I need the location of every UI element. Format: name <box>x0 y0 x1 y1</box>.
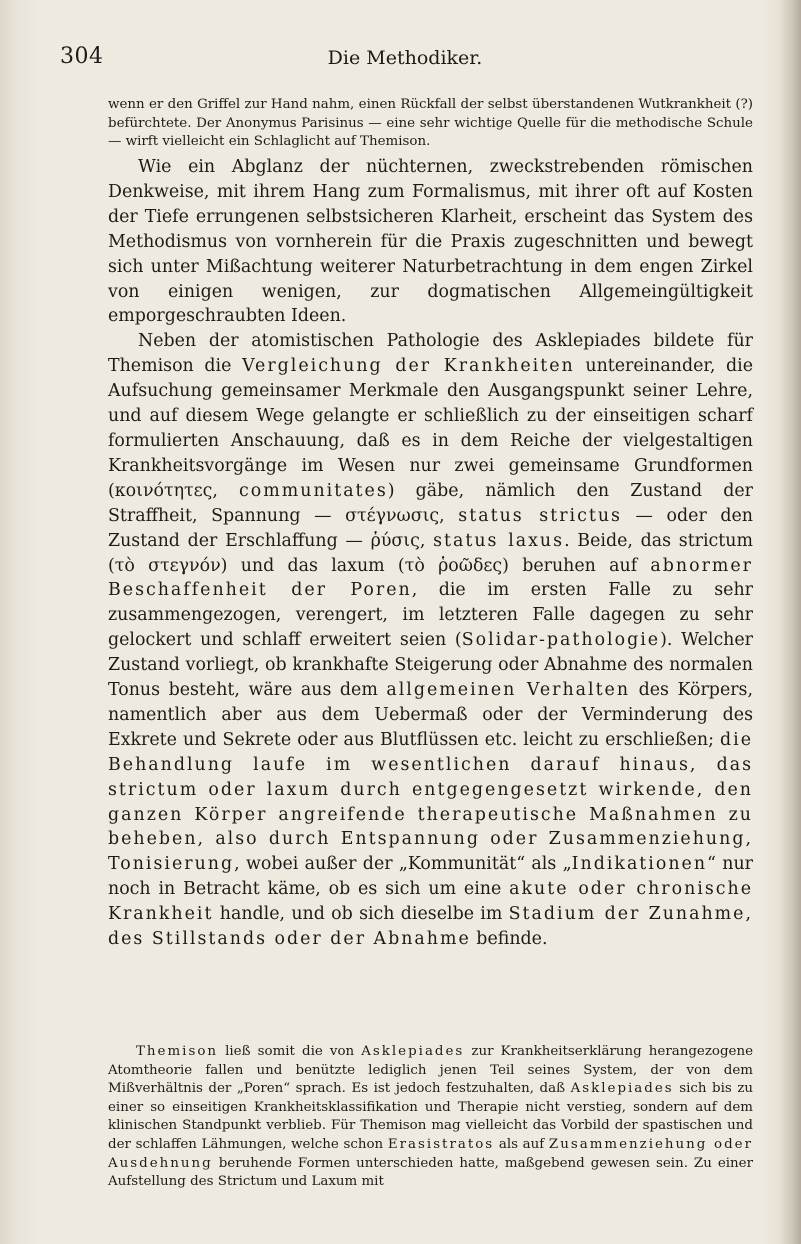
note-paragraph <box>108 1043 753 1192</box>
text-run: als auf <box>494 1136 549 1152</box>
page-gutter-shadow <box>779 0 801 1244</box>
text-run: , die im ersten Falle zu sehr zusammengezogen, verengert, im letzteren Falle dagegen zu sehr gelockert und schlaff erweitert seien ( <box>108 580 753 651</box>
emphasis-run: die Behandlung laufe im wesentlichen darauf hinaus, das strictum oder laxum durch entgegengesetzt wirkende, den ganzen Körper angreifende therapeutische Maßnahmen zu beheben, also durch Entspannung oder Zusammenziehung, Tonisierung <box>108 729 753 875</box>
emphasis-run: Themison <box>136 1044 219 1059</box>
emphasis-run: status laxus <box>433 530 565 551</box>
main-text <box>108 155 753 952</box>
emphasis-run: Solidar-pathologie <box>461 630 661 651</box>
text-run: sich bis zu einer so einseitigen Krankheitsklassifikation und Therapie nicht verstieg, sondern auf dem klinischen Standpunkt verblieb. Für Themison mag vielleicht das Vorbild der spastischen und der schlaffen Lähmungen, welche schon <box>108 1081 754 1152</box>
text-run: . Beide, das strictum (τὸ στεγνόν) und das laxum (τὸ ῥοῶδες) beruhen auf <box>108 530 753 576</box>
emphasis-run: Erasistratos <box>387 1136 495 1152</box>
emphasis-run: communitates <box>239 480 388 501</box>
running-title: Die Methodiker. <box>327 47 483 69</box>
emphasis-run: abnormer Beschaffenheit der Poren <box>108 555 753 601</box>
text-run: beruhende Formen unterschieden hatte, maßgebend gewesen sein. Zu einer Aufstellung des Strictum und Laxum mit <box>108 1155 753 1190</box>
paragraph-1: Wie ein Abglanz der nüchternen, zweckstrebenden römischen Denkweise, mit ihrem Hang zum Formalismus, mit ihrer oft auf Kosten der Tiefe errungenen selbstsicheren Klarheit, erscheint das System des Methodismus von vornherein für die Praxis zugeschnitten und bewegt sich unter Mißachtung weiterer Naturbetrachtung in dem engen Zirkel von einigen wenigen, zur dogmatischen Allgemeingültigkeit emporgeschraubten Ideen. <box>108 157 753 327</box>
emphasis-run: Zusammenziehung oder Ausdehnung <box>108 1136 753 1171</box>
page-header <box>60 44 750 74</box>
text-run: “ nur noch in Betracht käme, ob es sich um eine <box>108 854 753 900</box>
small-print-note <box>108 1043 753 1192</box>
text-run: befinde. <box>470 929 548 950</box>
text-run: zur Krankheitserklärung herangezogene Atomtheorie fallen und benützte lediglich jenen Teil seines System, der von dem Mißverhältnis der „Poren“ sprach. Es ist jedoch festzuhalten, daß <box>108 1044 754 1097</box>
text-run: untereinander, die Aufsuchung gemeinsamer Merkmale den Ausgangspunkt seiner Lehre, und auf diesem Wege gelangte er schließlich zu der einseitigen scharf formulierten Anschauung, daß es in dem Reiche der vielgestaltigen Krankheitsvorgänge im Wesen nur zwei gemeinsame Grundformen (κοινότητες, <box>108 356 754 501</box>
emphasis-run: status strictus <box>458 505 622 526</box>
emphasis-run: Vergleichung der Krankheiten <box>242 356 575 377</box>
text-run: ). Welcher Zustand vorliegt, ob krankhafte Steigerung oder Abnahme des normalen Tonus besteht, wäre aus dem <box>108 630 753 701</box>
footnote-continuation <box>108 96 753 152</box>
paragraph-2 <box>108 329 753 952</box>
text-run: , wobei außer der „Kommunität“ als „ <box>234 854 572 875</box>
text-run: Neben der atomistischen Pathologie des Asklepiades bildete für Themison die <box>108 331 753 377</box>
emphasis-run: akute oder chronische Krankheit <box>108 879 754 925</box>
emphasis-run: allgemeinen Verhalten <box>386 680 631 701</box>
text-run: des Körpers, namentlich aber aus dem Uebermaß oder der Verminderung des Exkrete und Sekrete oder aus Blutflüssen etc. leicht zu erschließen; <box>108 680 753 750</box>
emphasis-run: Asklepiades <box>361 1044 465 1059</box>
emphasis-run: Indikationen <box>571 854 708 875</box>
emphasis-run: Asklepiades <box>570 1081 674 1097</box>
text-run: ließ somit die von <box>218 1044 362 1059</box>
page-number: 304 <box>60 44 104 69</box>
text-run: handle, und ob sich dieselbe im <box>213 904 509 925</box>
emphasis-run: Stadium der Zunahme, des Stillstands oder der Abnahme <box>108 904 753 950</box>
footnote-top-text: wenn er den Griffel zur Hand nahm, einen Rückfall der selbst überstandenen Wutkrankheit (?) befürchtete. Der Anonymus Parisinus — eine sehr wichtige Quelle für die methodische Schule — wirft vielleicht ein Schlaglicht auf Themison. <box>108 97 753 150</box>
text-run: ) gäbe, nämlich den Zustand der Straffheit, Spannung — στέγνωσις, <box>108 480 753 526</box>
text-run: — oder den Zustand der Erschlaffung — ῥύσις, <box>108 505 753 551</box>
